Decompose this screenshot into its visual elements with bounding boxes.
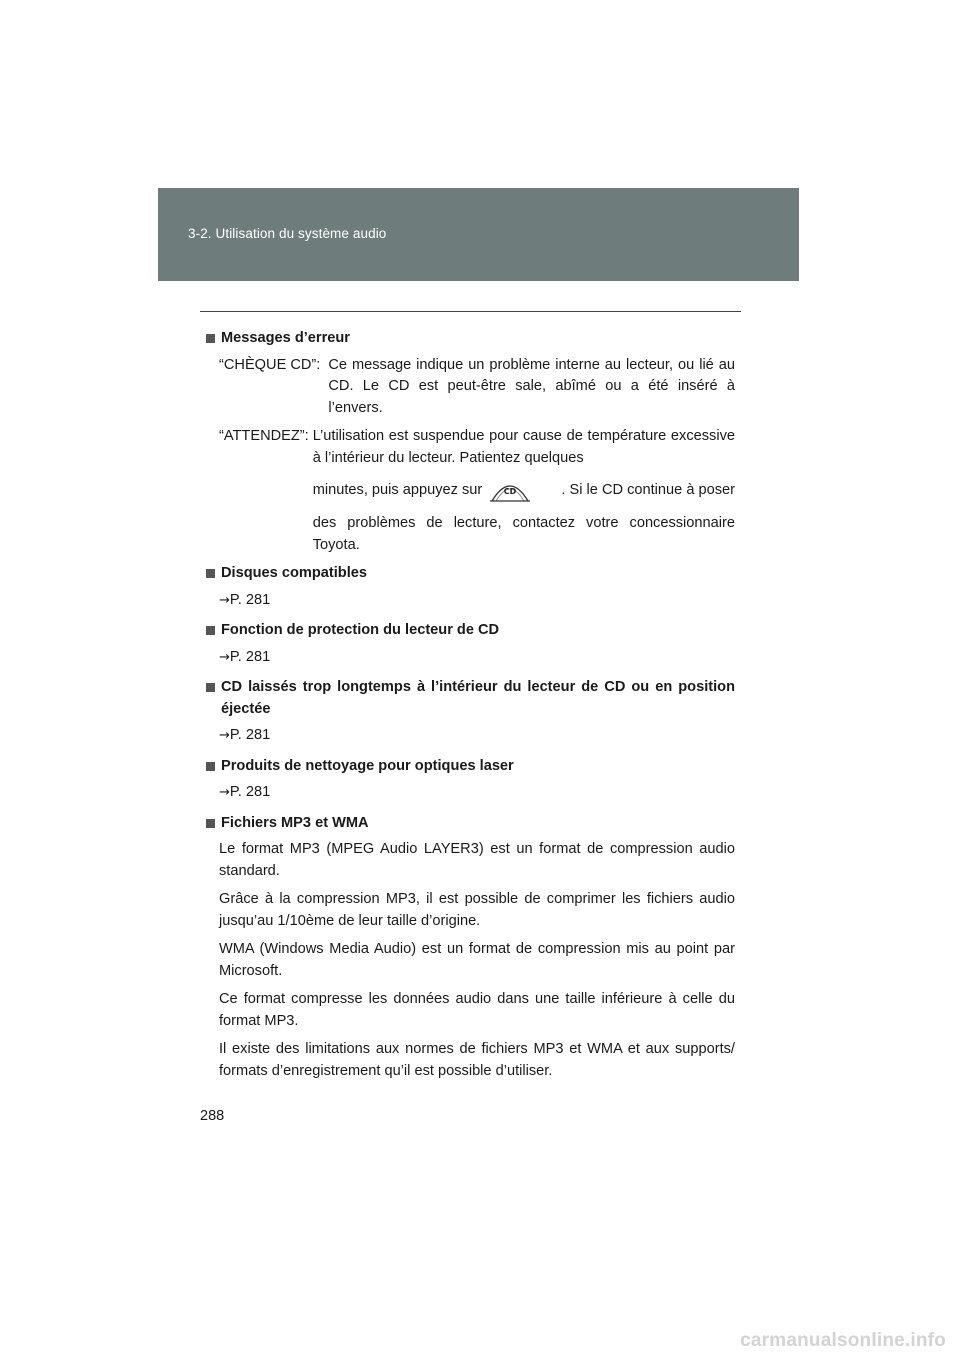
heading-protection: Fonction de protection du lecteur de CD <box>203 620 735 642</box>
page-number: 288 <box>200 1108 225 1124</box>
bullet-square-icon <box>206 683 215 692</box>
arrow-icon: → <box>219 785 230 800</box>
reference-compatible-discs: →P. 281 <box>219 591 271 608</box>
paragraph: Grâce à la compression MP3, il est possible de comprimer les fichiers audio jusqu’au 1/10ème de leur taille d’origine. <box>219 891 735 929</box>
paragraph: Ce format compresse les données audio dans une taille inférieure à celle du format MP3. <box>219 991 735 1029</box>
bullet-square-icon <box>206 569 215 578</box>
message-text: Ce message indique un problème interne au lecteur, ou lié au CD. Le CD est peut-être sale, abîmé ou a été inséré à l’envers. <box>328 356 735 416</box>
message-key: “CHÈQUE CD”: <box>219 356 321 373</box>
error-messages-block <box>203 355 735 557</box>
heading-cd-left: CD laissés trop longtemps à l’intérieur du lecteur de CD ou en position éjectée <box>203 677 735 720</box>
mp3-wma-block <box>203 839 735 1082</box>
arrow-icon: → <box>219 592 230 608</box>
page-content <box>203 328 735 1089</box>
paragraph: Il existe des limitations aux normes de fichiers MP3 et WMA et aux supports/ formats d’enregistrement qu’il est possible d’utiliser. <box>219 1041 735 1079</box>
reference-protection: →P. 281 <box>219 648 271 665</box>
bullet-square-icon <box>206 334 215 343</box>
message-key: “ATTENDEZ”: <box>219 428 309 444</box>
section-label: 3-2. Utilisation du système audio <box>188 226 387 241</box>
header-rule <box>200 311 741 312</box>
cd-button-line: minutes, puis appuyez sur CD . Si le CD continue à poser <box>313 475 735 507</box>
heading-error-messages: Messages d’erreur <box>203 328 735 350</box>
arrow-icon: → <box>219 649 230 665</box>
paragraph: WMA (Windows Media Audio) est un format de compression mis au point par Microsoft. <box>219 941 735 979</box>
cd-button-icon <box>488 475 532 507</box>
header-band <box>158 188 799 281</box>
reference-cleaning: →P. 281 <box>219 784 271 800</box>
bullet-square-icon <box>206 626 215 635</box>
reference-cd-left: →P. 281 <box>219 727 271 743</box>
watermark: carmanualsonline.info <box>740 1330 946 1351</box>
heading-mp3-wma: Fichiers MP3 et WMA <box>203 813 735 835</box>
message-text: L’utilisation est suspendue pour cause de température excessive à l’intérieur du lecteur. Patientez quelques minutes, puis appuyez sur CD . Si le CD continue à poser des problèmes de lecture, contactez votre concessionnaire Toyota. <box>312 428 735 553</box>
paragraph: Le format MP3 (MPEG Audio LAYER3) est un format de compression audio standard. <box>219 841 735 879</box>
message-attendez <box>219 426 735 556</box>
message-cheque-cd <box>219 355 735 420</box>
bullet-square-icon <box>206 762 215 771</box>
bullet-square-icon <box>206 819 215 828</box>
heading-cleaning: Produits de nettoyage pour optiques laser <box>203 756 735 778</box>
heading-compatible-discs: Disques compatibles <box>203 563 735 585</box>
svg-text:CD: CD <box>504 487 517 496</box>
arrow-icon: → <box>219 728 230 743</box>
